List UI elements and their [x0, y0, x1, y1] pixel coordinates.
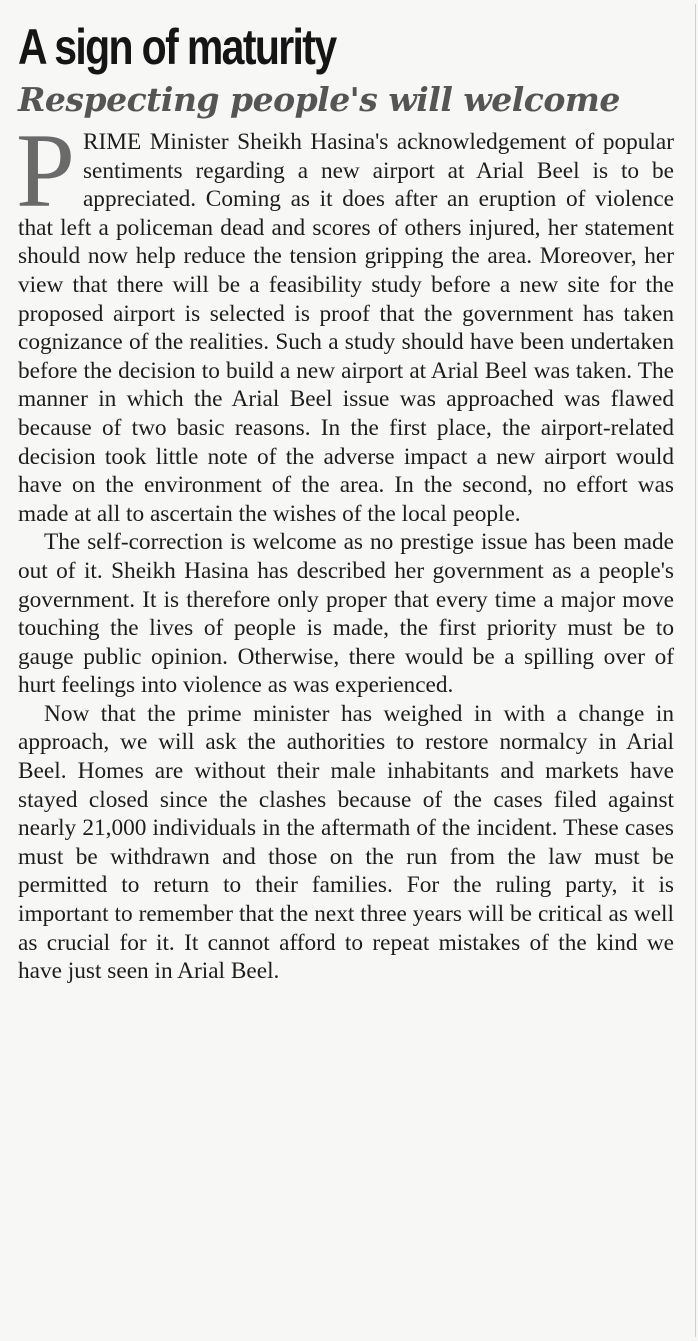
editorial-article [18, 18, 674, 986]
paragraph-1 [16, 112, 674, 528]
page-border [695, 4, 696, 1337]
paragraph-3: Now that the prime minister has weighed in with a change in approach, we will ask the authorities to restore normalcy in Arial Beel. Homes are without their male inhabitants and markets have stayed closed since the clashes because of the cases filed against nearly 21,000 individuals in the aftermath of the incident. These cases must be withdrawn and those on the run from the law must be permitted to return to their families. For the ruling party, it is important to remember that the next three years will be critical as well as crucial for it. It cannot afford to repeat mistakes of the kind we have just seen in Arial Beel. [18, 700, 674, 985]
paragraph-1-text: RIME Minister Sheikh Hasina's acknowledgement of popular sentiments regarding a new airport at Arial Beel is to be appreciated. Coming as it does after an eruption of violence that left a policeman dead and scores of others injured, her statement should now help reduce the tension gripping the area. Moreover, her view that there will be a feasibility study before a new site for the proposed airport is selected is proof that the government has taken cognizance of the realities. Such a study should have been undertaken before the decision to build a new airport at Arial Beel was taken. The manner in which the Arial Beel issue was approached was flawed because of two basic reasons. In the first place, the airport-related decision took little note of the adverse impact a new airport would have on the environment of the area. In the second, no effort was made at all to ascertain the wishes of the local people. [18, 129, 674, 527]
headline: A sign of maturity [18, 19, 336, 75]
subheadline: Respecting people's will welcome [18, 80, 620, 119]
article-body [16, 112, 674, 986]
paragraph-2: The self-correction is welcome as no prestige issue has been made out of it. Sheikh Hasina has described her government as a people's government. It is therefore only proper that every time a major move touching the lives of people is made, the first priority must be to gauge public opinion. Otherwise, there would be a spilling over of hurt feelings into violence as was experienced. [18, 529, 674, 699]
drop-cap: P [16, 112, 75, 229]
